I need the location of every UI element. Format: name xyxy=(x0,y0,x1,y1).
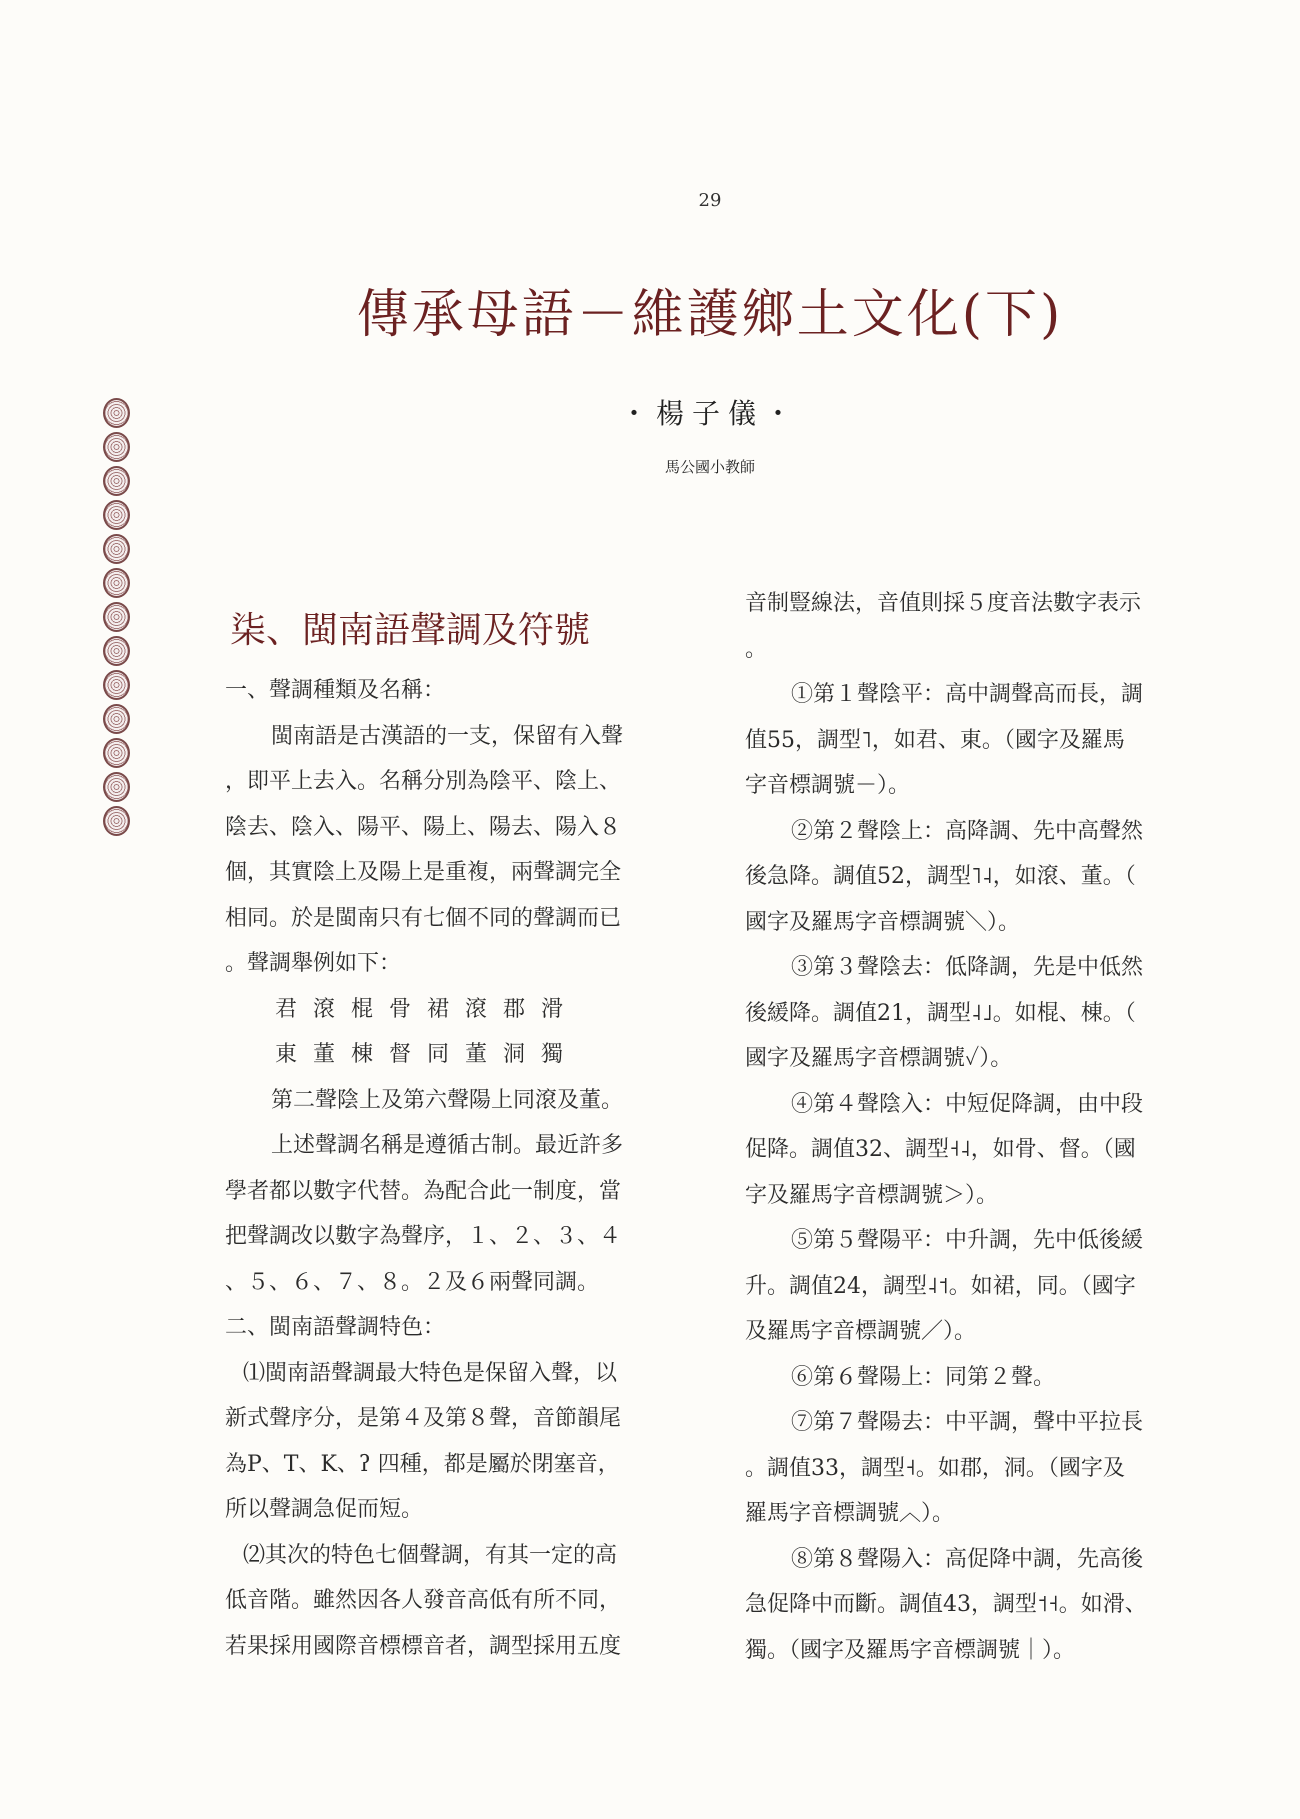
text-line: 及羅馬字音標調號／）。 xyxy=(745,1319,977,1344)
text-line: 個，其實陰上及陽上是重複，兩聲調完全 xyxy=(225,860,622,885)
text-line: 把聲調改以數字為聲序，１、２、３、４ xyxy=(225,1224,622,1249)
text-line: ⑦第７聲陽去：中平調，聲中平拉長 xyxy=(791,1410,1144,1435)
text-line: ，即平上去入。名稱分別為陰平、陰上、 xyxy=(225,769,622,794)
text-line: 二、閩南語聲調特色： xyxy=(225,1315,446,1340)
text-line: 。聲調舉例如下： xyxy=(225,951,402,976)
author-affiliation: 馬公國小教師 xyxy=(664,458,755,476)
author-name: ・楊子儀・ xyxy=(619,397,800,430)
text-line: 國字及羅馬字音標調號✓）。 xyxy=(745,1046,1013,1071)
text-line: 後緩降。調值21，調型˨˩。如棍、棟。（ xyxy=(745,1000,1136,1026)
decorative-bead-border xyxy=(103,398,133,838)
text-line: 若果採用國際音標標音者，調型採用五度 xyxy=(225,1633,622,1659)
left-column xyxy=(225,668,680,1669)
text-line: 。調值33，調型˧。如郡，洞。（國字及 xyxy=(745,1455,1125,1481)
text-line: 相同。於是閩南只有七個不同的聲調而已 xyxy=(225,905,622,931)
text-line: 。 xyxy=(745,636,768,662)
bead-ornament-icon xyxy=(103,602,130,632)
text-line: 低音階。雖然因各人發音高低有所不同， xyxy=(225,1588,622,1613)
text-line: 陰去、陰入、陽平、陽上、陽去、陽入８ xyxy=(225,814,622,840)
text-line: 國字及羅馬字音標調號＼）。 xyxy=(745,909,1021,935)
example-row: 君滾棍骨裙滾郡滑 xyxy=(275,996,580,1022)
article-title: 傳承母語－維護鄉土文化(下) xyxy=(356,285,1064,345)
bead-ornament-icon xyxy=(103,466,130,496)
section-heading: 柒、閩南語聲調及符號 xyxy=(230,610,591,651)
text-line: ③第３聲陰去：低降調，先是中低然 xyxy=(791,955,1144,980)
tone-examples xyxy=(225,987,680,1078)
text-line: ⑵其次的特色七個聲調，有其一定的高 xyxy=(243,1542,618,1568)
text-line: 上述聲調名稱是遵循古制。最近許多 xyxy=(271,1133,624,1158)
text-line: 字音標調號－）。 xyxy=(745,773,911,798)
example-row: 東董棟督同董洞獨 xyxy=(275,1042,580,1067)
bead-ornament-icon xyxy=(103,534,130,564)
bead-ornament-icon xyxy=(103,670,130,700)
text-line: 後急降。調值52，調型˥˨，如滾、董。（ xyxy=(745,864,1136,889)
bead-ornament-icon xyxy=(103,432,130,462)
text-line: ⑤第５聲陽平：中升調，先中低後緩 xyxy=(791,1228,1144,1253)
bead-ornament-icon xyxy=(103,738,130,768)
bead-ornament-icon xyxy=(103,704,130,734)
text-line: 為P、T、K、ʔ 四種，都是屬於閉塞音， xyxy=(225,1451,620,1477)
text-line: 新式聲序分，是第４及第８聲，音節韻尾 xyxy=(225,1406,622,1431)
text-line: 所以聲調急促而短。 xyxy=(225,1497,424,1522)
bead-ornament-icon xyxy=(103,806,130,836)
text-line: ⑴閩南語聲調最大特色是保留入聲，以 xyxy=(243,1360,618,1386)
text-line: ④第４聲陰入：中短促降調，由中段 xyxy=(791,1091,1144,1117)
text-line: 字及羅馬字音標調號＞）。 xyxy=(745,1182,999,1208)
bead-ornament-icon xyxy=(103,636,130,666)
text-line: 值55，調型˥，如君、東。（國字及羅馬 xyxy=(745,727,1125,753)
text-line: 一、聲調種類及名稱： xyxy=(225,678,446,703)
text-line: 閩南語是古漢語的一支，保留有入聲 xyxy=(271,723,624,749)
page-number: 29 xyxy=(698,190,722,211)
text-line: 獨。（國字及羅馬字音標調號｜）。 xyxy=(745,1637,1076,1663)
text-line: 第二聲陰上及第六聲陽上同滾及董。 xyxy=(271,1087,624,1113)
text-line: 升。調值24，調型˨˦。如裙，同。（國字 xyxy=(745,1273,1136,1299)
text-line: 急促降中而斷。調值43，調型˦˧。如滑、 xyxy=(745,1592,1147,1617)
text-line: 學者都以數字代替。為配合此一制度，當 xyxy=(225,1178,622,1204)
text-line: 、５、６、７、８。２及６兩聲同調。 xyxy=(225,1269,600,1295)
bead-ornament-icon xyxy=(103,772,130,802)
bead-ornament-icon xyxy=(103,398,130,428)
text-line: ⑥第６聲陽上：同第２聲。 xyxy=(791,1364,1056,1390)
text-line: 羅馬字音標調號︿）。 xyxy=(745,1501,955,1526)
text-line: ②第２聲陰上：高降調、先中高聲然 xyxy=(791,818,1144,844)
bead-ornament-icon xyxy=(103,568,130,598)
text-line: 音制豎線法，音值則採５度音法數字表示 xyxy=(745,591,1142,616)
right-column xyxy=(745,581,1195,1673)
bead-ornament-icon xyxy=(103,500,130,530)
text-line: ①第１聲陰平：高中調聲高而長，調 xyxy=(791,682,1144,707)
text-line: 促降。調值32、調型˧˨，如骨、督。（國 xyxy=(745,1137,1136,1162)
text-line: ⑧第８聲陽入：高促降中調，先高後 xyxy=(791,1546,1144,1572)
